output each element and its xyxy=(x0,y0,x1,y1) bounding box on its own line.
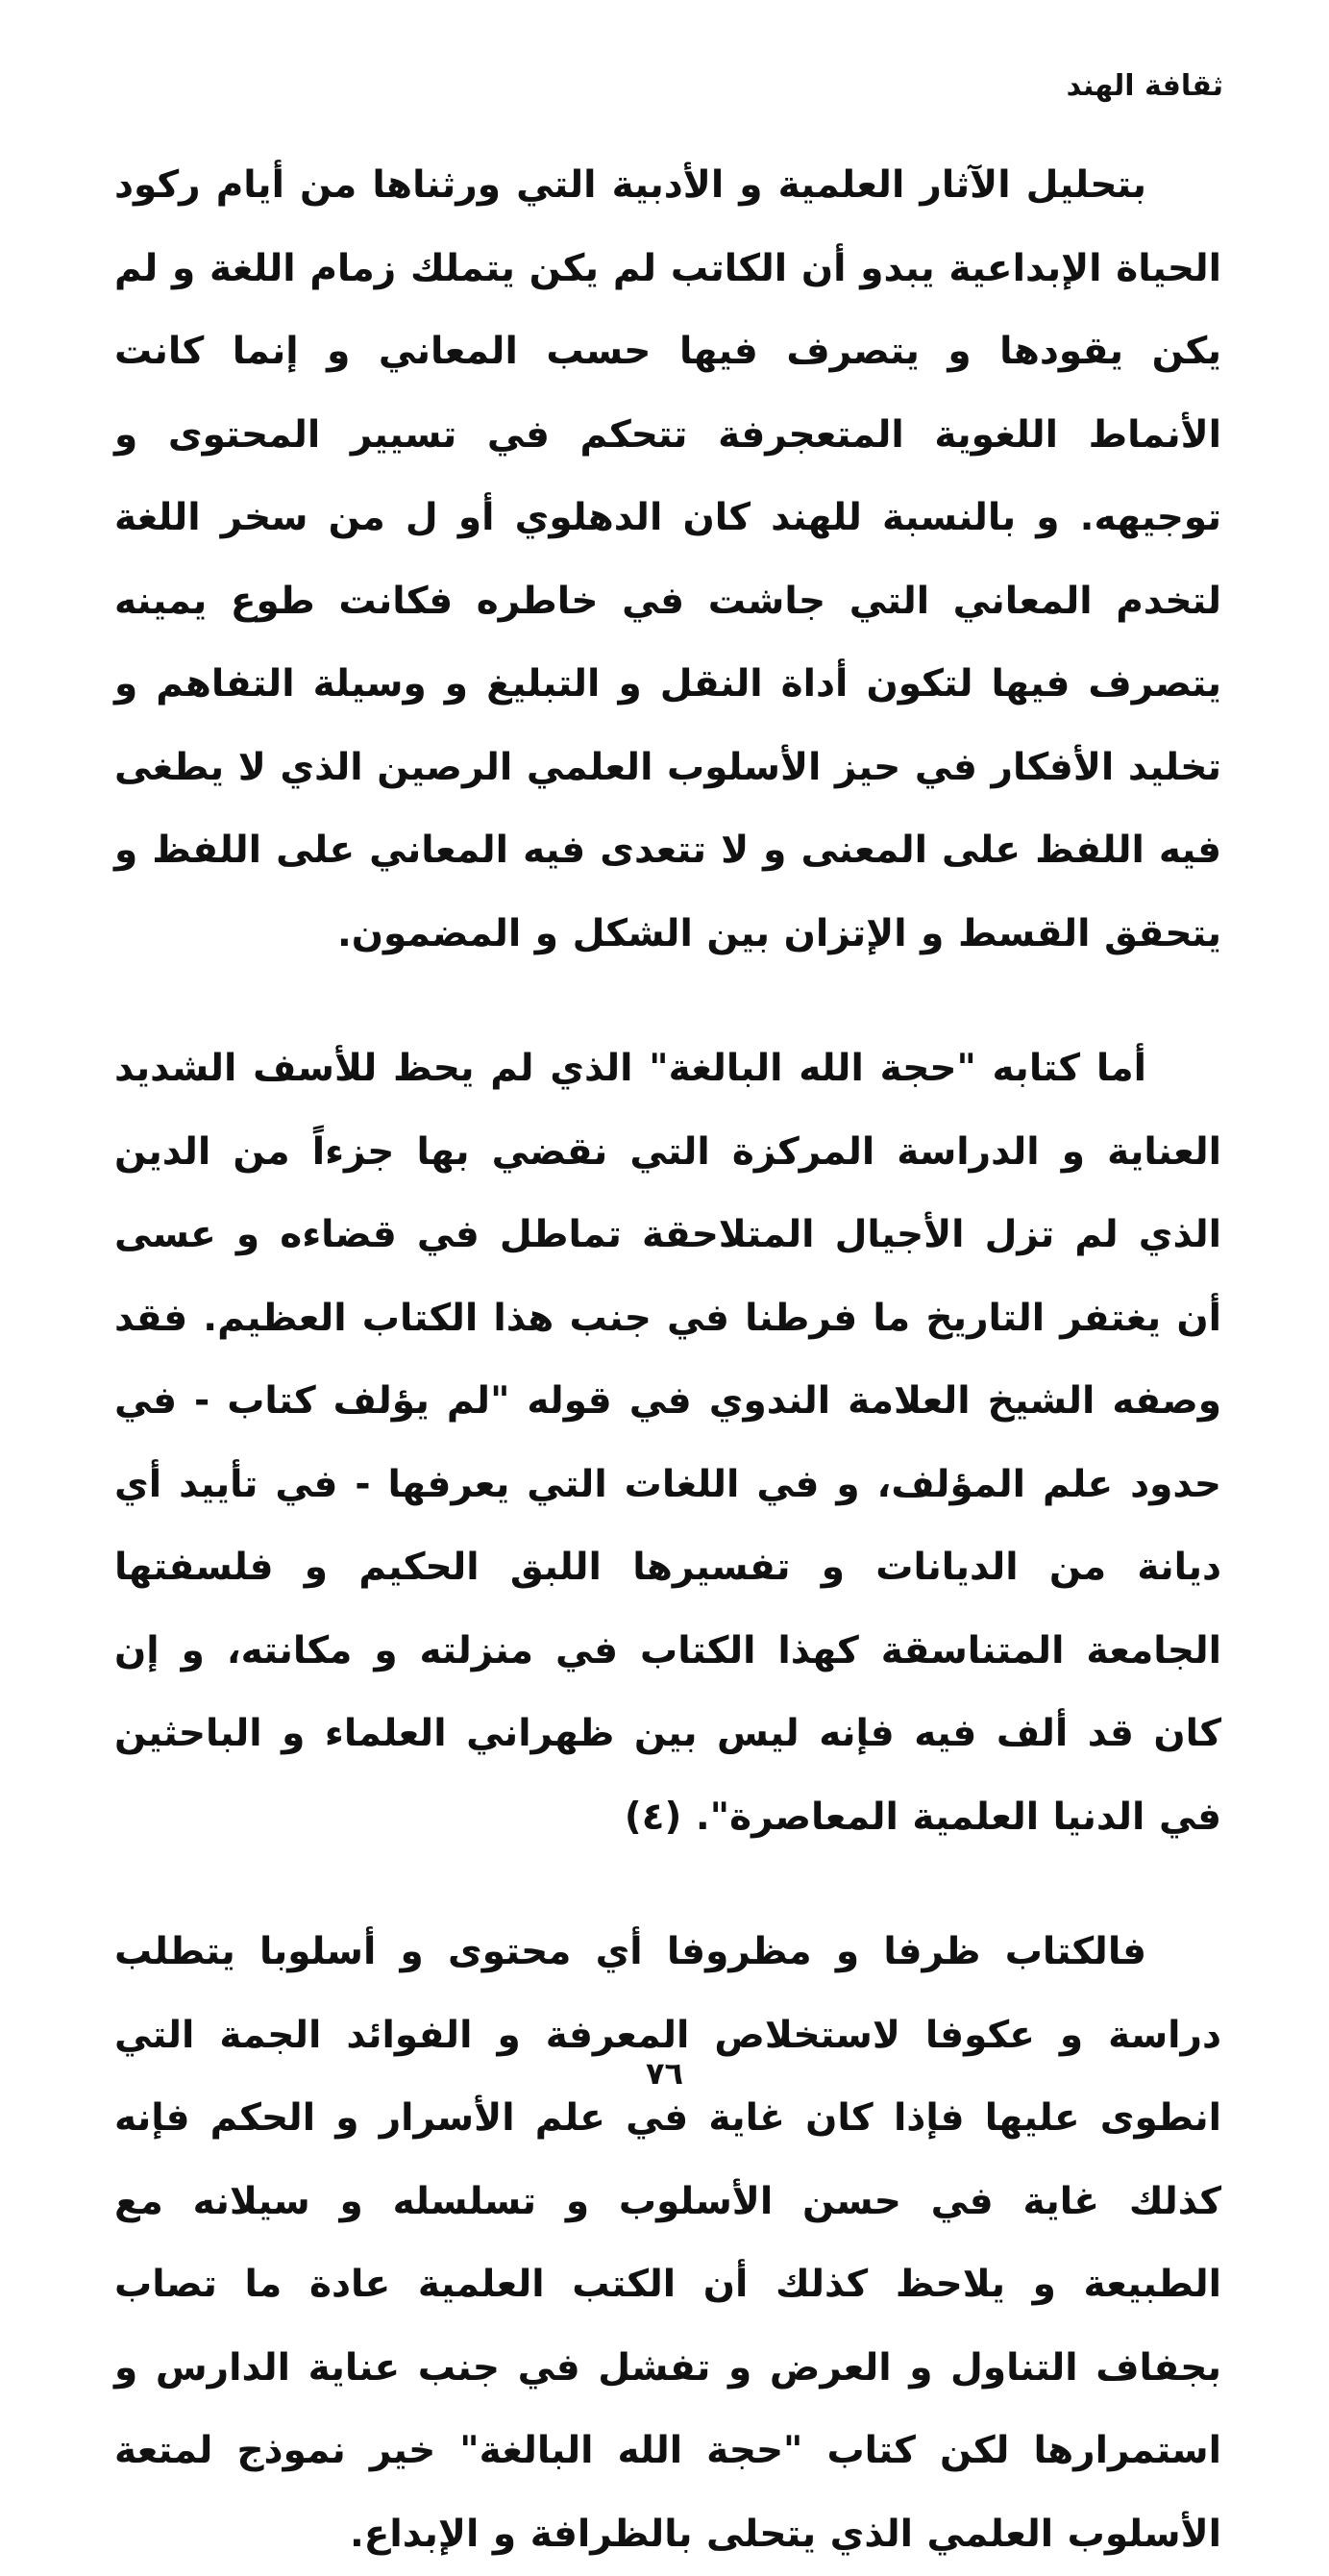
paragraph-3: فالكتاب ظرفا و مظروفا أي محتوى و أسلوبا يتطلب دراسة و عكوفا لاستخلاص المعرفة و الفوائد الجمة التي انطوى عليها فإذا كان غاية في علم الأسرار و الحكم فإنه كذلك غاية في حسن الأسلوب و تسلسله و سيلانه مع الطبيعة و يلاحظ كذلك أن الكتب العلمية عادة ما تصاب بجفاف التناول و العرض و تفشل في جنب عناية الدارس و استمرارها لكن كتاب "حجة الله البالغة" خير نموذج لمتعة الأسلوب العلمي الذي يتحلى بالظرافة و الإبداع. xyxy=(114,1930,1221,2556)
running-header: ثقافة الهند xyxy=(1066,69,1223,103)
paragraph-1: بتحليل الآثار العلمية و الأدبية التي ورثناها من أيام ركود الحياة الإبداعية يبدو أن الكاتب لم يكن يتملك زمام اللغة و لم يكن يقودها و يتصرف فيها حسب المعاني و إنما كانت الأنماط اللغوية المتعجرفة تتحكم في تسيير المحتوى و توجيهه. و بالنسبة للهند كان الدهلوي أو ل من سخر اللغة لتخدم المعاني التي جاشت في خاطره فكانت طوع يمينه يتصرف فيها لتكون أداة النقل و التبليغ و وسيلة التفاهم و تخليد الأفكار في حيز الأسلوب العلمي الرصين الذي لا يطغى فيه اللفظ على المعنى و لا تتعدى فيه المعاني على اللفظ و يتحقق القسط و الإتزان بين الشكل و المضمون. xyxy=(114,163,1221,955)
paragraph-2: أما كتابه "حجة الله البالغة" الذي لم يحظ للأسف الشديد العناية و الدراسة المركزة التي نقضي بها جزءاً من الدين الذي لم تزل الأجيال المتلاحقة تماطل في قضاءه و عسى أن يغتفر التاريخ ما فرطنا في جنب هذا الكتاب العظيم. فقد وصفه الشيخ العلامة الندوي في قوله "لم يؤلف كتاب - في حدود علم المؤلف، و في اللغات التي يعرفها - في تأييد أي ديانة من الديانات و تفسيرها اللبق الحكيم و فلسفتها الجامعة المتناسقة كهذا الكتاب في منزلته و مكانته، و إن كان قد ألف فيه فإنه ليس بين ظهراني العلماء و الباحثين في الدنيا العلمية المعاصرة". (٤) xyxy=(114,1047,1221,1839)
body-text xyxy=(114,144,1221,2576)
page-number: ٧٦ xyxy=(645,2055,684,2092)
